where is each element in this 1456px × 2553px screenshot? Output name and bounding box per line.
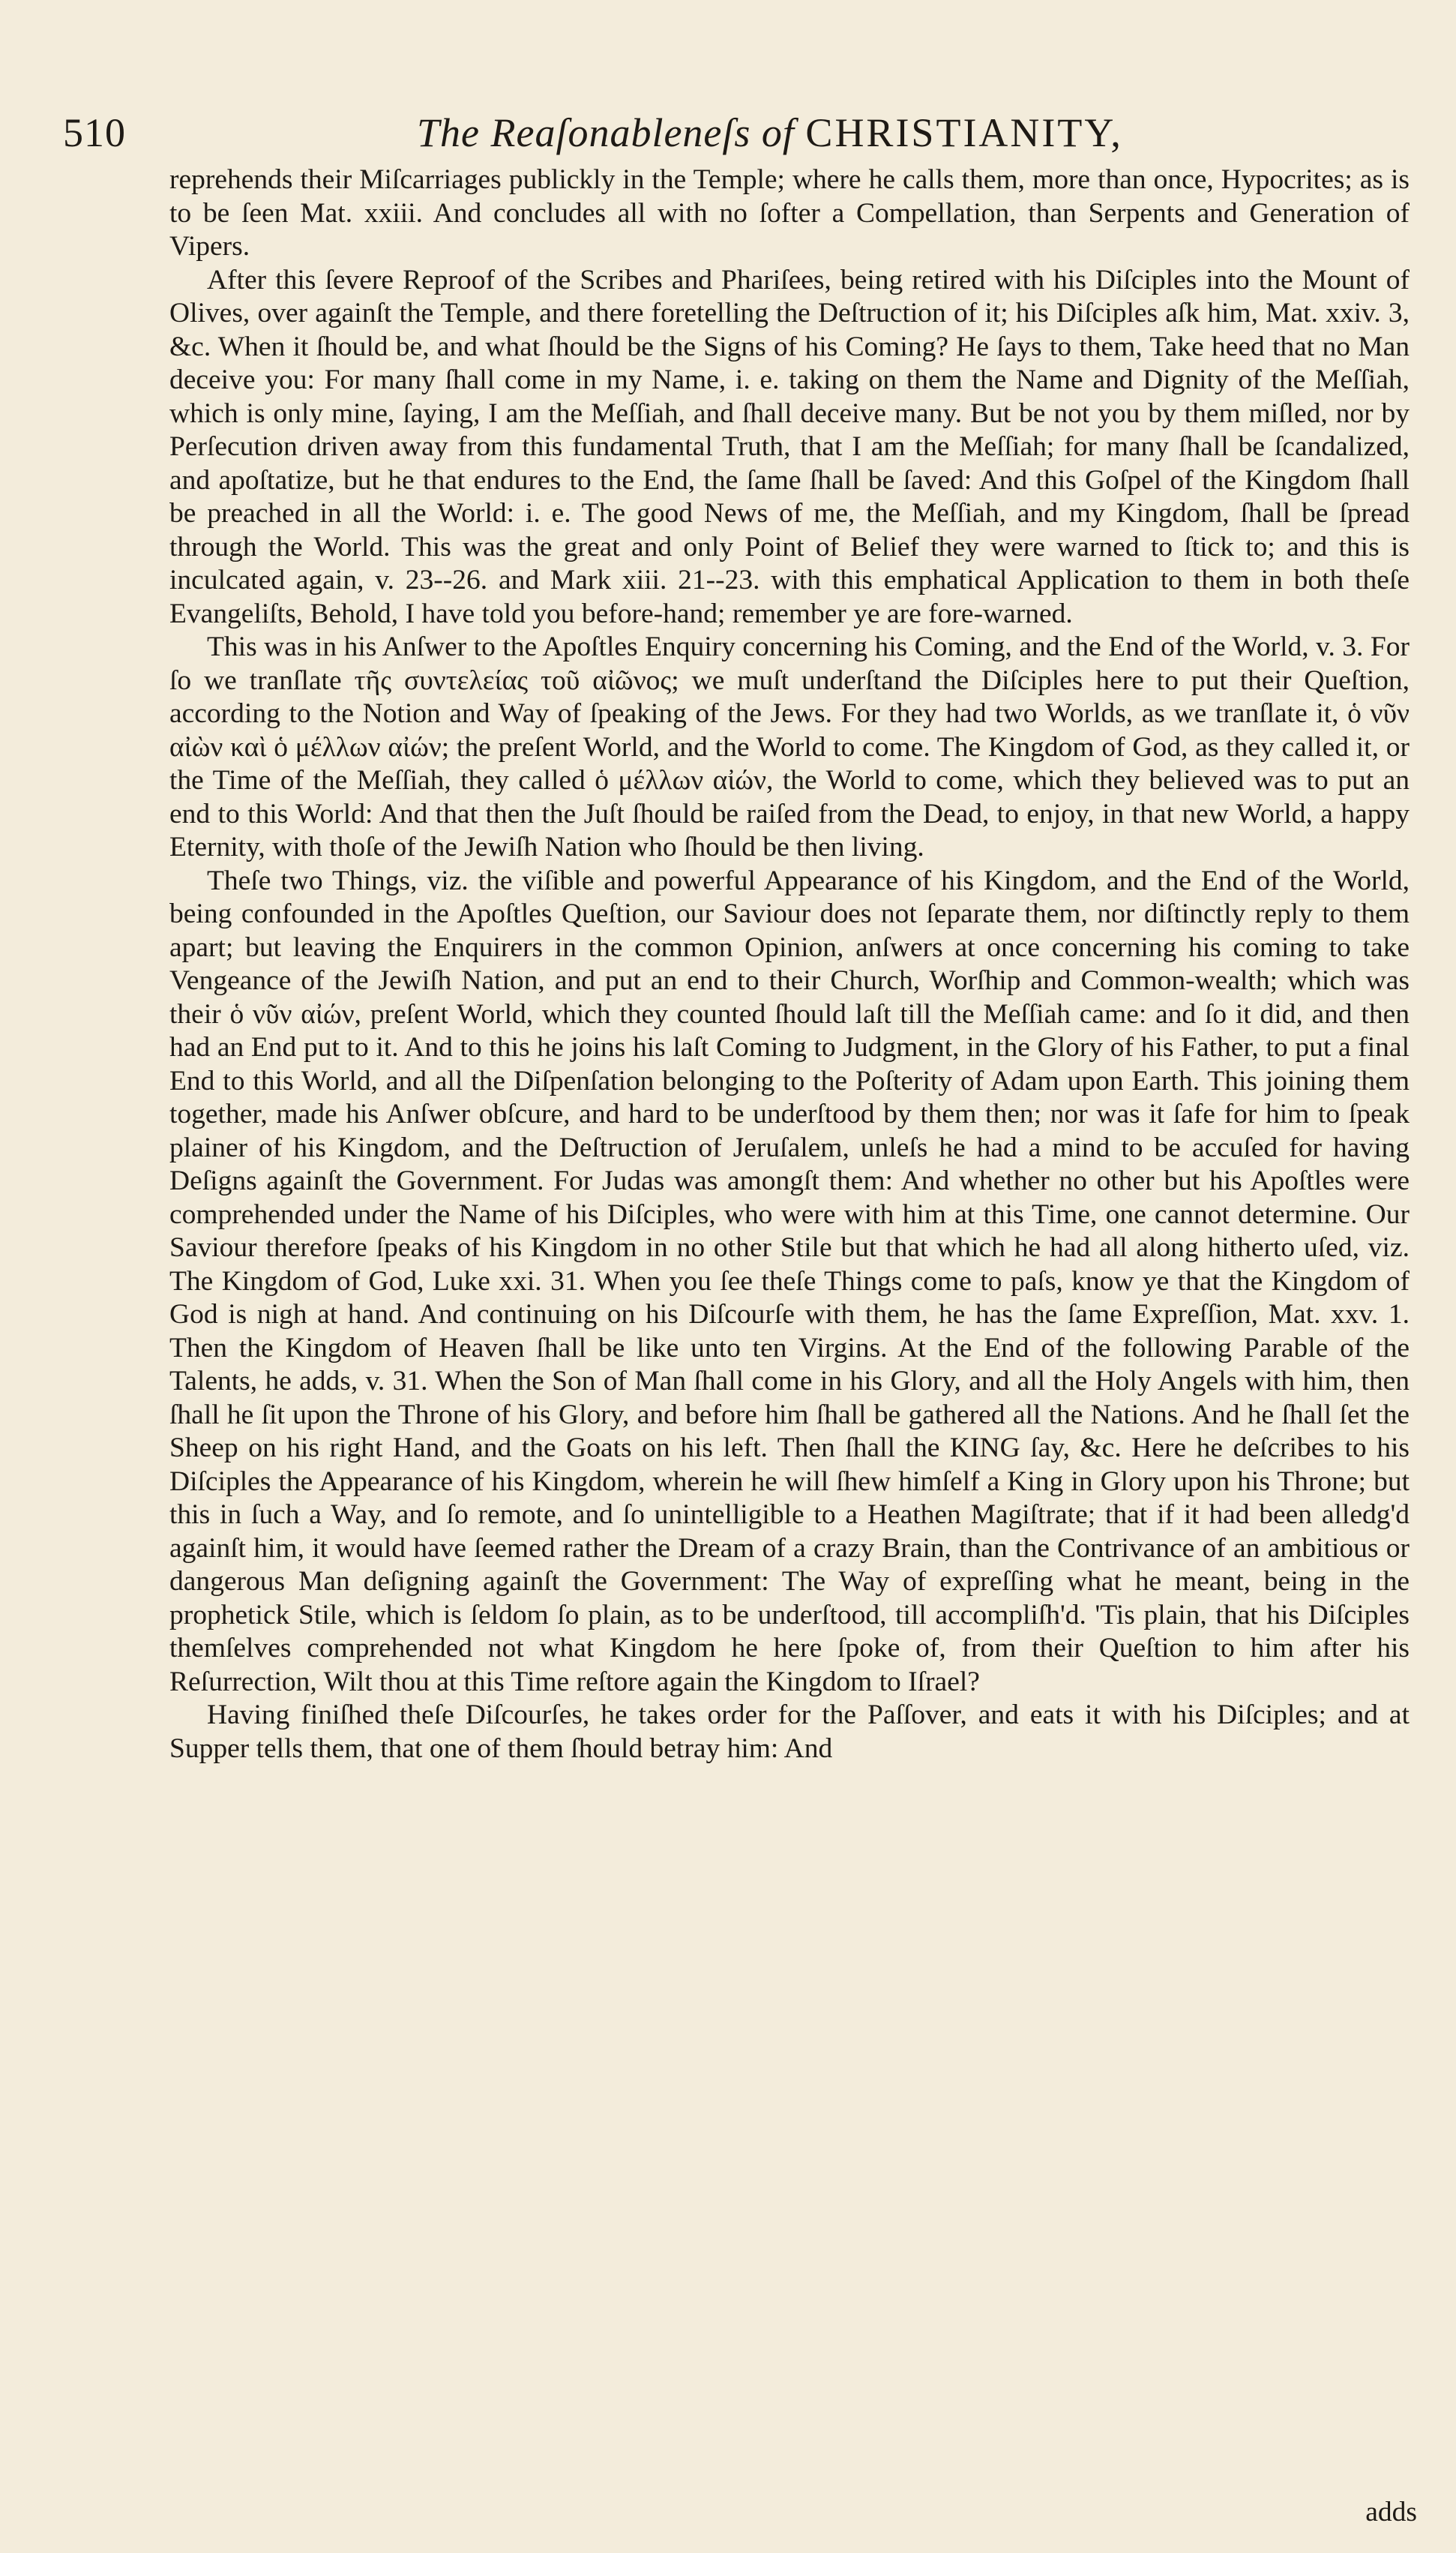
- paragraph-two-things: Theſe two Things, viz. the viſible and powerful Appearance of his Kingdom, and the End of the World, being confounded in the Apoſtles Queſtion, our Saviour does not ſeparate them, nor diſtinctly reply to them apart; but leaving the Enquirers in the common Opinion, anſwers at once concerning his coming to take Vengeance of the Jewiſh Nation, and put an end to their Church, Worſhip and Common-wealth; which was their ὁ νῦν αἰών, preſent World, which they counted ſhould laſt till the Meſſiah came: and ſo it did, and then had an End put to it. And to this he joins his laſt Coming to Judgment, in the Glory of his Father, to put a final End to this World, and all the Diſpenſation belonging to the Poſterity of Adam upon Earth. This joining them together, made his Anſwer obſcure, and hard to be underſtood by them then; nor was it ſafe for him to ſpeak plainer of his Kingdom, and the Deſtruction of Jeruſalem, unleſs he had a mind to be accuſed for having Deſigns againſt the Government. For Judas was amongſt them: And whether no other but his Apoſtles were comprehended under the Name of his Diſciples, who were with him at this Time, one cannot determine. Our Saviour therefore ſpeaks of his Kingdom in no other Stile but that which he had all along hitherto uſed, viz. The Kingdom of God, Luke xxi. 31. When you ſee theſe Things come to paſs, know ye that the Kingdom of God is nigh at hand. And continuing on his Diſcourſe with them, he has the ſame Expreſſion, Mat. xxv. 1. Then the Kingdom of Heaven ſhall be like unto ten Virgins. At the End of the following Parable of the Talents, he adds, v. 31. When the Son of Man ſhall come in his Glory, and all the Holy Angels with him, then ſhall he ſit upon the Throne of his Glory, and before him ſhall be gathered all the Nations. And he ſhall ſet the Sheep on his right Hand, and the Goats on his left. Then ſhall the KING ſay, &c. Here he deſcribes to his Diſciples the Appearance of his Kingdom, wherein he will ſhew himſelf a King in Glory upon his Throne; but this in ſuch a Way, and ſo remote, and ſo unintelligible to a Heathen Magiſtrate; that if it had been alledg'd againſt him, it would have ſeemed rather the Dream of a crazy Brain, than the Contrivance of an ambitious or dangerous Man deſigning againſt the Government: The Way of expreſſing what he meant, being in the prophetick Stile, which is ſeldom ſo plain, as to be underſtood, till accompliſh'd. 'Tis plain, that his Diſciples themſelves comprehended not what Kingdom he here ſpoke of, from their Queſtion to him after his Reſurrection, Wilt thou at this Time reſtore again the Kingdom to Iſrael?: [169, 865, 1410, 1697]
- running-title-italic: The Reaſonableneſs of: [417, 110, 795, 155]
- body-text: [169, 164, 1410, 1766]
- page-number: 510: [63, 110, 126, 155]
- paragraph-continuation: reprehends their Miſcarriages publickly in the Temple; where he calls them, more than once, Hypocrites; as is to be ſeen Mat. xxiii. And concludes all with no ſofter a Compellation, than Serpents and Generation of Vipers.: [169, 164, 1410, 262]
- catchword: adds: [1365, 2497, 1417, 2528]
- paragraph-passover: Having finiſhed theſe Diſcourſes, he takes order for the Paſſover, and eats it with his Diſciples; and at Supper tells them, that one of them ſhould betray him: And: [169, 1700, 1410, 1764]
- paragraph-mount-of-olives: After this ſevere Reproof of the Scribes and Phariſees, being retired with his Diſciples into the Mount of Olives, over againſt the Temple, and there foretelling the Deſtruction of it; his Diſciples aſk him, Mat. xxiv. 3, &c. When it ſhould be, and what ſhould be the Signs of his Coming? He ſays to them, Take heed that no Man deceive you: For many ſhall come in my Name, i. e. taking on them the Name and Dignity of the Meſſiah, which is only mine, ſaying, I am the Meſſiah, and ſhall deceive many. But be not you by them miſled, nor by Perſecution driven away from this fundamental Truth, that I am the Meſſiah; for many ſhall be ſcandalized, and apoſtatize, but he that endures to the End, the ſame ſhall be ſaved: And this Goſpel of the Kingdom ſhall be preached in all the World: i. e. The good News of me, the Meſſiah, and my Kingdom, ſhall be ſpread through the World. This was the great and only Point of Belief they were warned to ſtick to; and this is inculcated again, v. 23--26. and Mark xiii. 21--23. with this emphatical Application to them in both theſe Evangeliſts, Behold, I have told you before-hand; remember ye are fore-warned.: [169, 264, 1410, 629]
- running-title-caps: CHRISTIANITY,: [805, 110, 1123, 155]
- running-title: [417, 99, 1123, 166]
- running-head: [63, 99, 1413, 166]
- paragraph-end-of-the-world: This was in his Anſwer to the Apoſtles Enquiry concerning his Coming, and the End of the World, v. 3. For ſo we tranſlate τῆς συντελείας τοῦ αἰῶνος; we muſt underſtand the Diſciples here to put their Queſtion, according to the Notion and Way of ſpeaking of the Jews. For they had two Worlds, as we tranſlate it, ὁ νῦν αἰὼν καὶ ὁ μέλλων αἰών; the preſent World, and the World to come. The Kingdom of God, as they called it, or the Time of the Meſſiah, they called ὁ μέλλων αἰών, the World to come, which they believed was to put an end to this World: And that then the Juſt ſhould be raiſed from the Dead, to enjoy, in that new World, a happy Eternity, with thoſe of the Jewiſh Nation who ſhould be then living.: [169, 632, 1410, 862]
